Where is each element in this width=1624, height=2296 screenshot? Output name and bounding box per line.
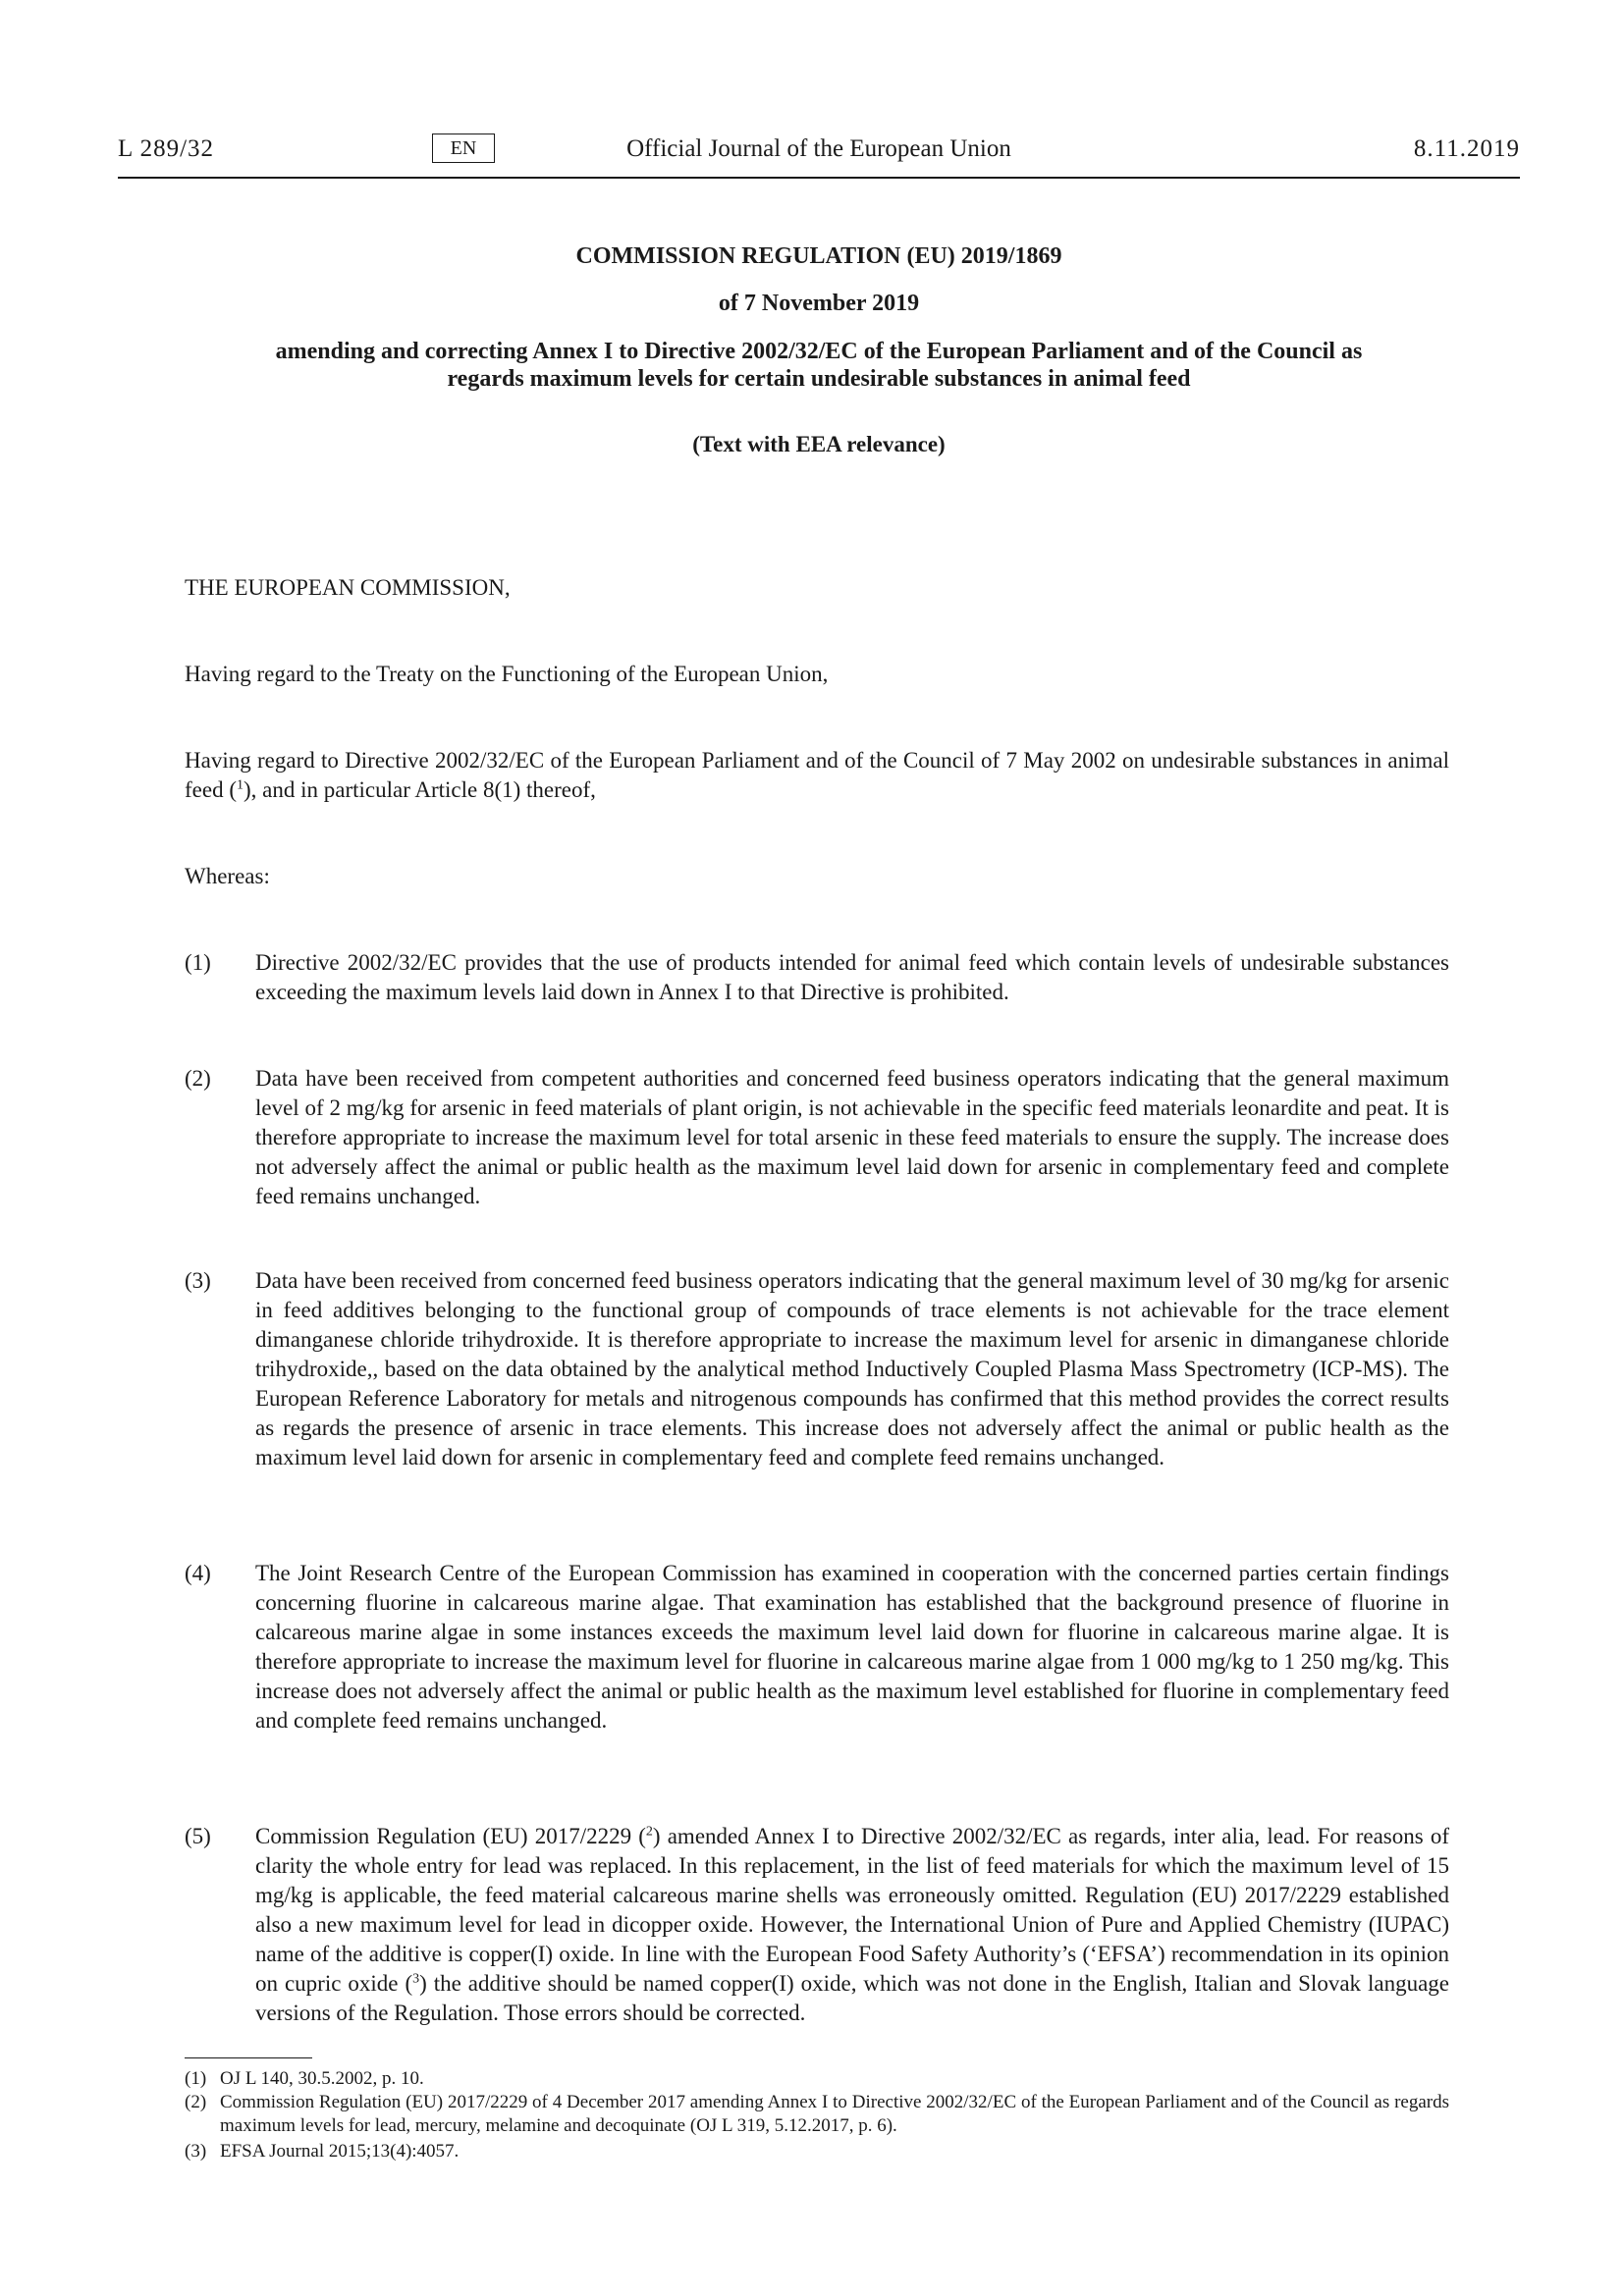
recital-text-part: ) amended Annex I to Directive 2002/32/EC as regards, inter alia, lead. For reasons of clarity the whole entry for lead was replaced. In this replacement, in the list of feed materials for which the maximum level of 15 mg/kg is applicable, the feed material calcareous marine shells was erroneously omitted. Regulation (EU) 2017/2229 established also a new maximum level for lead in dicopper oxide. However, the International Union of Pure and Applied Chemistry (IUPAC) name of the additive is copper(I) oxide. In line with the European Food Safety Authority’s (‘EFSA’) recommendation in its opinion on cupric oxide ( xyxy=(255,1824,1449,1996)
footnote-divider xyxy=(185,2057,312,2058)
language-badge: EN xyxy=(432,133,495,163)
recital-number: (5) xyxy=(185,1824,211,1848)
footnote-number: (3) xyxy=(185,2141,207,2162)
recital-text: Directive 2002/32/EC provides that the use of products intended for animal feed which contain levels of undesirable substances exceeding the maximum levels laid down in Annex I to that Directive is prohibited. xyxy=(255,950,1449,1004)
regulation-date: of 7 November 2019 xyxy=(718,291,920,316)
publication-date: 8.11.2019 xyxy=(1413,135,1520,162)
footnote-ref[interactable]: 3 xyxy=(412,1971,420,1987)
recital-text: Data have been received from concerned feed business operators indicating that the general maximum level of 30 mg/kg for arsenic in feed additives belonging to the functional group of compounds of trace elements is not achievable for the trace element dimanganese chloride trihydroxide. It is therefore appropriate to increase the maximum level for arsenic in dimanganese chloride trihydroxide,, based on the data obtained by the analytical method Inductively Coupled Plasma Mass Spectrometry (ICP-MS). The European Reference Laboratory for metals and nitrogenous compounds has confirmed that this method provides the correct results as regards the presence of arsenic in trace elements. This increase does not adversely affect the animal or public health as the maximum level laid down for arsenic in complementary feed and complete feed remains unchanged. xyxy=(255,1268,1449,1469)
preamble-directive xyxy=(185,746,1449,805)
footnote-number: (2) xyxy=(185,2092,207,2112)
footnote-ref[interactable]: 1 xyxy=(237,777,244,793)
regulation-subject xyxy=(118,338,1520,393)
page-reference: L 289/32 xyxy=(118,135,215,162)
eea-relevance: (Text with EEA relevance) xyxy=(692,432,946,456)
footnote-number: (1) xyxy=(185,2068,207,2089)
recital-text xyxy=(255,1822,1449,2028)
regulation-title: COMMISSION REGULATION (EU) 2019/1869 xyxy=(575,243,1062,269)
footnote-text: EFSA Journal 2015;13(4):4057. xyxy=(220,2141,460,2162)
journal-header xyxy=(118,133,1520,179)
regulation-subject-text: amending and correcting Annex I to Directive 2002/32/EC of the European Parliament and of the Council as regards maximum levels for certain undesirable substances in animal feed xyxy=(275,339,1363,392)
preamble-treaty: Having regard to the Treaty on the Functioning of the European Union, xyxy=(185,662,829,686)
preamble-commission: THE EUROPEAN COMMISSION, xyxy=(185,575,511,600)
footnote-text: Commission Regulation (EU) 2017/2229 of 4 December 2017 amending Annex I to Directive 2002/32/EC of the European Parliament and of the Council as regards maximum levels for lead, mercury, melamine and decoquinate (OJ L 319, 5.12.2017, p. 6). xyxy=(220,2092,1449,2136)
recital-number: (2) xyxy=(185,1066,211,1091)
preamble-directive-text: Having regard to Directive 2002/32/EC of the European Parliament and of the Council of 7 May 2002 on undesirable substances in animal feed ( xyxy=(185,748,1449,802)
footnote-ref[interactable]: 2 xyxy=(645,1824,653,1840)
recital-text-part: ) the additive should be named copper(I) oxide, which was not done in the English, Italian and Slovak language versions of the Regulation. Those errors should be corrected. xyxy=(255,1971,1450,2025)
recital-text: The Joint Research Centre of the European Commission has examined in cooperation with the concerned parties certain findings concerning fluorine in calcareous marine algae. That examination has established that the background presence of fluorine in calcareous marine algae in some instances exceeds the maximum level laid down for fluorine in calcareous marine algae. It is therefore appropriate to increase the maximum level for fluorine in calcareous marine algae from 1 000 mg/kg to 1 250 mg/kg. This increase does not adversely affect the animal or public health as the maximum level established for fluorine in complementary feed and complete feed remains unchanged. xyxy=(255,1561,1449,1733)
recital-text-part: Commission Regulation (EU) 2017/2229 ( xyxy=(255,1824,646,1848)
journal-title: Official Journal of the European Union xyxy=(626,135,1011,162)
recital-text: Data have been received from competent authorities and concerned feed business operators indicating that the general maximum level of 2 mg/kg for arsenic in feed materials of plant origin, is not achievable in the specific feed materials leonardite and peat. It is therefore appropriate to increase the maximum level for total arsenic in these feed materials to ensure the supply. The increase does not adversely affect the animal or public health as the maximum level laid down for arsenic in complementary feed and complete feed remains unchanged. xyxy=(255,1066,1449,1208)
recital-number: (4) xyxy=(185,1561,211,1585)
recital-number: (1) xyxy=(185,950,211,975)
preamble-whereas: Whereas: xyxy=(185,864,270,888)
footnote-text: OJ L 140, 30.5.2002, p. 10. xyxy=(220,2068,424,2089)
recital-number: (3) xyxy=(185,1268,211,1293)
preamble-directive-text-end: ), and in particular Article 8(1) thereof, xyxy=(244,777,596,802)
